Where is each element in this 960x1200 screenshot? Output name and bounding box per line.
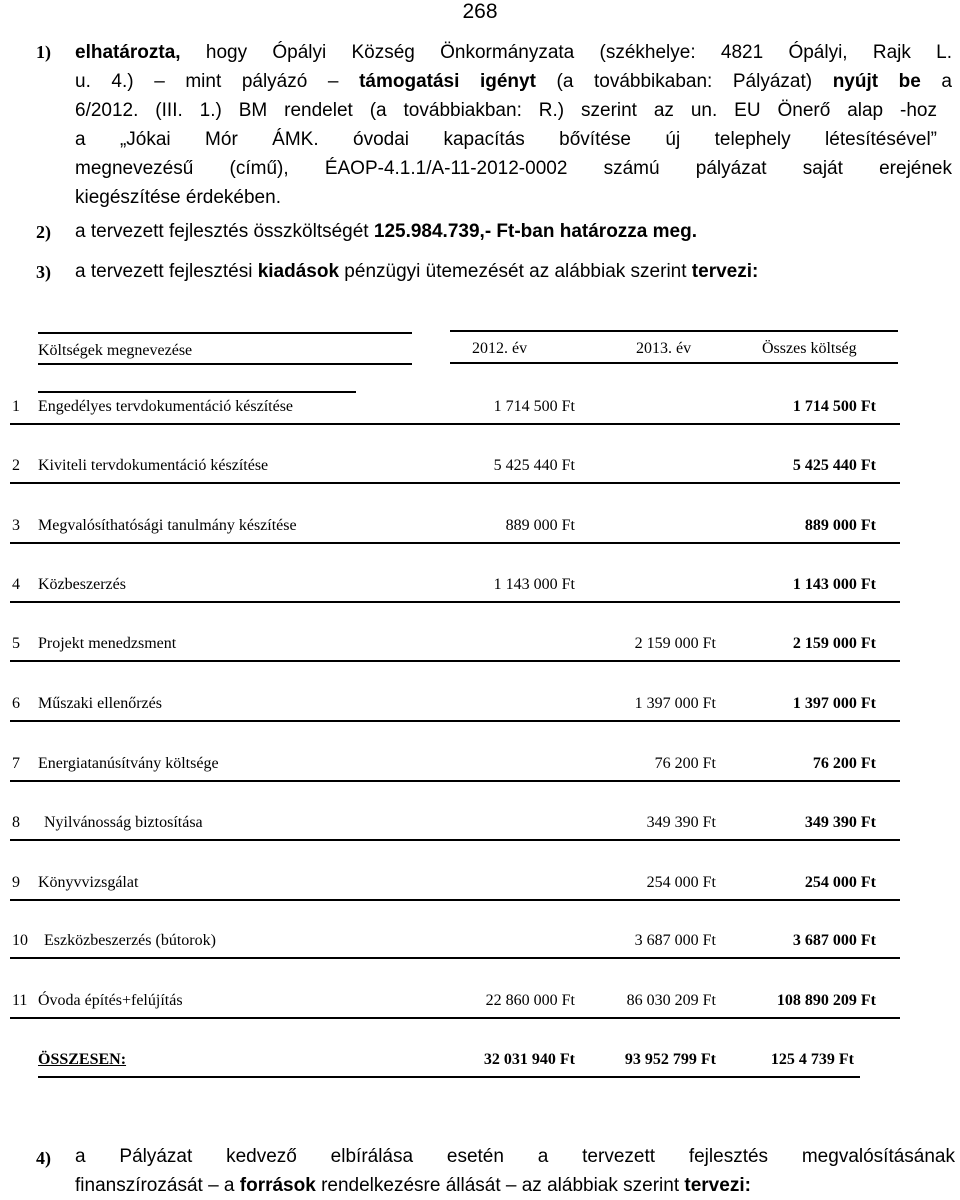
row-number: 4: [12, 576, 20, 593]
row-total: 1 714 500 Ft: [792, 398, 876, 415]
row-name: Megvalósíthatósági tanulmány készítése: [38, 517, 297, 534]
row-total: 5 425 440 Ft: [792, 457, 876, 474]
bold-text: tervezi:: [684, 1175, 751, 1196]
text: rendelkezésre állását – az alábbiak szerint: [315, 1175, 685, 1196]
total-label: ÖSSZESEN:: [38, 1051, 127, 1068]
row-rule: [10, 601, 900, 603]
row-number: 7: [12, 755, 20, 772]
row-total: 3 687 000 Ft: [792, 932, 876, 949]
row-number: 11: [12, 992, 28, 1009]
row-name: Kiviteli tervdokumentáció készítése: [38, 457, 269, 474]
total-2012: 32 031 940 Ft: [483, 1051, 575, 1068]
total-2013: 93 952 799 Ft: [624, 1051, 716, 1068]
row-rule: [10, 957, 900, 959]
text: (a továbbikaban: Pályázat): [535, 71, 833, 92]
row-2013: 1 397 000 Ft: [634, 695, 716, 712]
row-name: Energiatanúsítvány költsége: [38, 755, 219, 772]
bold-text: 125.984.739,- Ft-ban határozza meg.: [373, 221, 697, 242]
row-number: 1: [12, 398, 20, 415]
row-total: 254 000 Ft: [804, 874, 876, 891]
item-1-line: [75, 154, 952, 183]
text: a tervezett fejlesztés összköltségét: [75, 221, 374, 242]
row-name: Közbeszerzés: [38, 576, 126, 593]
row-2012: 1 714 500 Ft: [493, 398, 575, 415]
bold-text: nyújt be: [832, 71, 921, 92]
row-rule: [10, 899, 900, 901]
row-total: 889 000 Ft: [804, 517, 876, 534]
header-rule-bottom: [38, 363, 412, 365]
row-name: Óvoda építés+felújítás: [38, 992, 183, 1009]
text: kiegészítése érdekében.: [75, 187, 281, 208]
header-2012: 2012. év: [472, 340, 528, 357]
row-name: Műszaki ellenőrzés: [38, 695, 162, 712]
item-1-line: [75, 125, 937, 154]
total-rule: [38, 1076, 860, 1078]
item-1-line: [75, 38, 952, 67]
text: megnevezésű (című), ÉAOP-4.1.1/A-11-2012-0002 számú pályázat saját erejének: [75, 158, 952, 179]
text: a: [920, 71, 952, 92]
row-2013: 2 159 000 Ft: [634, 635, 716, 652]
item-3-number: 3): [36, 262, 51, 282]
item-2-line: [75, 217, 697, 246]
row-number: 10: [12, 932, 28, 949]
row-name: Nyilvánosság biztosítása: [44, 814, 203, 831]
item-1-line: [75, 183, 281, 212]
row-rule: [10, 542, 900, 544]
item-2-number: 2): [36, 222, 51, 242]
row-name: Könyvvizsgálat: [38, 874, 139, 891]
row-name: Engedélyes tervdokumentáció készítése: [38, 398, 294, 415]
row-number: 8: [12, 814, 20, 831]
header-2013: 2013. év: [636, 340, 692, 357]
text: u. 4.) – mint pályázó –: [75, 71, 360, 92]
bold-text: források: [239, 1175, 316, 1196]
row-2013: 86 030 209 Ft: [626, 992, 716, 1009]
page-number: 268: [462, 0, 498, 23]
bold-text: elhatározta,: [75, 42, 181, 63]
row-total: 349 390 Ft: [804, 814, 876, 831]
item-3-line: [75, 257, 758, 286]
text: a tervezett fejlesztési: [75, 261, 258, 282]
bold-text: kiadások: [257, 261, 340, 282]
row-number: 5: [12, 635, 20, 652]
item-4-line: [75, 1142, 955, 1171]
row-total: 1 143 000 Ft: [792, 576, 876, 593]
row-total: 2 159 000 Ft: [792, 635, 876, 652]
text: pénzügyi ütemezését az alábbiak szerint: [339, 261, 692, 282]
row-number: 3: [12, 517, 20, 534]
text: a „Jókai Mór ÁMK. óvodai kapacítás bővítése új telephely létesítésével”: [75, 129, 937, 150]
text: finanszírozását – a: [75, 1175, 240, 1196]
bold-text: támogatási igényt: [359, 71, 536, 92]
row-2012: 22 860 000 Ft: [485, 992, 575, 1009]
row-rule: [10, 720, 900, 722]
row-rule: [10, 1017, 900, 1019]
row-2012: 889 000 Ft: [505, 517, 575, 534]
header-total: Összes költség: [762, 340, 857, 357]
row-rule: [10, 780, 900, 782]
row-2012: 1 143 000 Ft: [493, 576, 575, 593]
bold-text: tervezi:: [691, 261, 759, 282]
header-rule-top: [450, 330, 898, 332]
row-total: 76 200 Ft: [812, 755, 876, 772]
row-2013: 3 687 000 Ft: [634, 932, 716, 949]
text: 6/2012. (III. 1.) BM rendelet (a továbbiakban: R.) szerint az un. EU Önerő alap -hoz: [75, 100, 937, 121]
header-rule-top: [38, 332, 412, 334]
row-2013: 349 390 Ft: [646, 814, 716, 831]
item-1-line: [75, 67, 952, 96]
total-total: 125 4 739 Ft: [770, 1051, 854, 1068]
row-total: 108 890 209 Ft: [776, 992, 876, 1009]
row-name: Eszközbeszerzés (bútorok): [44, 932, 216, 949]
item-1-line: [75, 96, 937, 125]
row-name: Projekt menedzsment: [38, 635, 177, 652]
item-1-number: 1): [36, 42, 51, 62]
item-4-number: 4): [36, 1148, 51, 1168]
text: hogy Ópályi Község Önkormányzata (székhelye: 4821 Ópályi, Rajk L.: [180, 42, 952, 63]
row-number: 9: [12, 874, 20, 891]
row-2013: 76 200 Ft: [654, 755, 716, 772]
row-rule-top: [38, 391, 356, 393]
row-2012: 5 425 440 Ft: [493, 457, 575, 474]
row-2013: 254 000 Ft: [646, 874, 716, 891]
row-rule: [10, 482, 900, 484]
header-rule-bottom: [450, 362, 898, 364]
row-rule: [10, 839, 900, 841]
text: a Pályázat kedvező elbírálása esetén a tervezett fejlesztés megvalósításának: [75, 1146, 955, 1167]
header-name: Költségek megnevezése: [38, 342, 193, 359]
row-number: 6: [12, 695, 20, 712]
row-rule: [10, 423, 900, 425]
row-total: 1 397 000 Ft: [792, 695, 876, 712]
row-rule: [10, 660, 900, 662]
row-number: 2: [12, 457, 20, 474]
